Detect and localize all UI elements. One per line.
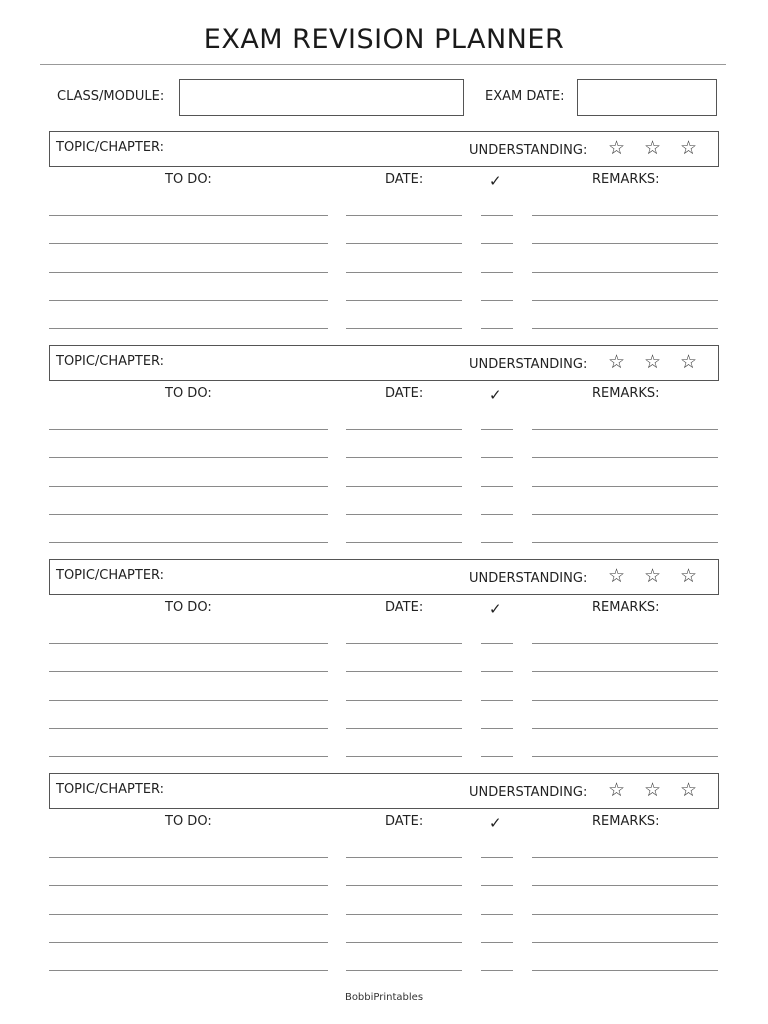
check-line[interactable]: [481, 328, 513, 329]
todo-line[interactable]: [49, 300, 328, 301]
todo-header: TO DO:: [165, 172, 212, 187]
remarks-line[interactable]: [532, 243, 718, 244]
remarks-line[interactable]: [532, 671, 718, 672]
remarks-line[interactable]: [532, 756, 718, 757]
remarks-line[interactable]: [532, 542, 718, 543]
remarks-line[interactable]: [532, 700, 718, 701]
remarks-line[interactable]: [532, 215, 718, 216]
check-line[interactable]: [481, 542, 513, 543]
date-header: DATE:: [385, 600, 424, 615]
remarks-line[interactable]: [532, 272, 718, 273]
todo-line[interactable]: [49, 700, 328, 701]
remarks-header: REMARKS:: [592, 814, 660, 829]
remarks-line[interactable]: [532, 328, 718, 329]
date-line[interactable]: [346, 885, 462, 886]
understanding-star-icon[interactable]: ☆: [608, 779, 626, 801]
todo-line[interactable]: [49, 728, 328, 729]
checkmark-icon: ✓: [489, 172, 502, 190]
check-line[interactable]: [481, 215, 513, 216]
date-line[interactable]: [346, 457, 462, 458]
topic-chapter-label: TOPIC/CHAPTER:: [56, 568, 165, 583]
todo-line[interactable]: [49, 914, 328, 915]
todo-line[interactable]: [49, 885, 328, 886]
understanding-label: UNDERSTANDING:: [469, 357, 588, 372]
understanding-label: UNDERSTANDING:: [469, 785, 588, 800]
check-line[interactable]: [481, 914, 513, 915]
check-line[interactable]: [481, 514, 513, 515]
todo-line[interactable]: [49, 514, 328, 515]
remarks-header: REMARKS:: [592, 172, 660, 187]
remarks-line[interactable]: [532, 486, 718, 487]
remarks-line[interactable]: [532, 942, 718, 943]
remarks-line[interactable]: [532, 857, 718, 858]
understanding-star-icon[interactable]: ☆: [608, 565, 626, 587]
understanding-label: UNDERSTANDING:: [469, 571, 588, 586]
date-line[interactable]: [346, 328, 462, 329]
date-line[interactable]: [346, 486, 462, 487]
understanding-star-icon[interactable]: ☆: [608, 137, 626, 159]
checkmark-icon: ✓: [489, 814, 502, 832]
check-line[interactable]: [481, 429, 513, 430]
check-line[interactable]: [481, 272, 513, 273]
revision-section: [0, 131, 768, 341]
topic-chapter-label: TOPIC/CHAPTER:: [56, 354, 165, 369]
date-line[interactable]: [346, 300, 462, 301]
todo-line[interactable]: [49, 457, 328, 458]
todo-line[interactable]: [49, 942, 328, 943]
remarks-line[interactable]: [532, 885, 718, 886]
check-line[interactable]: [481, 643, 513, 644]
date-line[interactable]: [346, 542, 462, 543]
understanding-label: UNDERSTANDING:: [469, 143, 588, 158]
todo-line[interactable]: [49, 671, 328, 672]
check-line[interactable]: [481, 756, 513, 757]
date-line[interactable]: [346, 671, 462, 672]
check-line[interactable]: [481, 700, 513, 701]
remarks-header: REMARKS:: [592, 600, 660, 615]
remarks-line[interactable]: [532, 728, 718, 729]
todo-line[interactable]: [49, 272, 328, 273]
title-divider: [40, 64, 726, 65]
understanding-star-icon[interactable]: ☆: [644, 351, 662, 373]
remarks-line[interactable]: [532, 643, 718, 644]
date-line[interactable]: [346, 243, 462, 244]
understanding-star-icon[interactable]: ☆: [680, 565, 698, 587]
date-header: DATE:: [385, 386, 424, 401]
remarks-line[interactable]: [532, 300, 718, 301]
todo-line[interactable]: [49, 243, 328, 244]
check-line[interactable]: [481, 885, 513, 886]
check-line[interactable]: [481, 457, 513, 458]
understanding-star-icon[interactable]: ☆: [608, 351, 626, 373]
understanding-star-icon[interactable]: ☆: [644, 137, 662, 159]
todo-line[interactable]: [49, 486, 328, 487]
remarks-line[interactable]: [532, 970, 718, 971]
date-line[interactable]: [346, 728, 462, 729]
todo-line[interactable]: [49, 542, 328, 543]
footer-brand: BobbiPrintables: [344, 992, 424, 1003]
topic-chapter-label: TOPIC/CHAPTER:: [56, 782, 165, 797]
todo-line[interactable]: [49, 429, 328, 430]
check-line[interactable]: [481, 671, 513, 672]
topic-chapter-label: TOPIC/CHAPTER:: [56, 140, 165, 155]
todo-header: TO DO:: [165, 386, 212, 401]
todo-header: TO DO:: [165, 600, 212, 615]
date-line[interactable]: [346, 514, 462, 515]
check-line[interactable]: [481, 728, 513, 729]
date-line[interactable]: [346, 700, 462, 701]
check-line[interactable]: [481, 970, 513, 971]
check-line[interactable]: [481, 942, 513, 943]
checkmark-icon: ✓: [489, 600, 502, 618]
remarks-header: REMARKS:: [592, 386, 660, 401]
date-line[interactable]: [346, 970, 462, 971]
page-title: EXAM REVISION PLANNER: [203, 24, 565, 55]
date-line[interactable]: [346, 429, 462, 430]
todo-line[interactable]: [49, 215, 328, 216]
todo-line[interactable]: [49, 643, 328, 644]
date-line[interactable]: [346, 942, 462, 943]
understanding-star-icon[interactable]: ☆: [680, 779, 698, 801]
todo-line[interactable]: [49, 756, 328, 757]
todo-line[interactable]: [49, 857, 328, 858]
check-line[interactable]: [481, 486, 513, 487]
date-line[interactable]: [346, 215, 462, 216]
understanding-star-icon[interactable]: ☆: [680, 137, 698, 159]
date-header: DATE:: [385, 172, 424, 187]
date-line[interactable]: [346, 914, 462, 915]
check-line[interactable]: [481, 300, 513, 301]
check-line[interactable]: [481, 857, 513, 858]
remarks-line[interactable]: [532, 914, 718, 915]
checkmark-icon: ✓: [489, 386, 502, 404]
class-module-label: CLASS/MODULE:: [57, 89, 165, 104]
class-module-field[interactable]: [179, 79, 464, 116]
remarks-line[interactable]: [532, 429, 718, 430]
date-line[interactable]: [346, 643, 462, 644]
date-line[interactable]: [346, 272, 462, 273]
date-line[interactable]: [346, 857, 462, 858]
check-line[interactable]: [481, 243, 513, 244]
todo-line[interactable]: [49, 970, 328, 971]
understanding-star-icon[interactable]: ☆: [644, 779, 662, 801]
exam-date-label: EXAM DATE:: [485, 89, 565, 104]
date-line[interactable]: [346, 756, 462, 757]
revision-section: [0, 773, 768, 983]
todo-line[interactable]: [49, 328, 328, 329]
understanding-star-icon[interactable]: ☆: [644, 565, 662, 587]
revision-section: [0, 345, 768, 555]
date-header: DATE:: [385, 814, 424, 829]
revision-section: [0, 559, 768, 769]
remarks-line[interactable]: [532, 457, 718, 458]
exam-date-field[interactable]: [577, 79, 717, 116]
todo-header: TO DO:: [165, 814, 212, 829]
remarks-line[interactable]: [532, 514, 718, 515]
understanding-star-icon[interactable]: ☆: [680, 351, 698, 373]
